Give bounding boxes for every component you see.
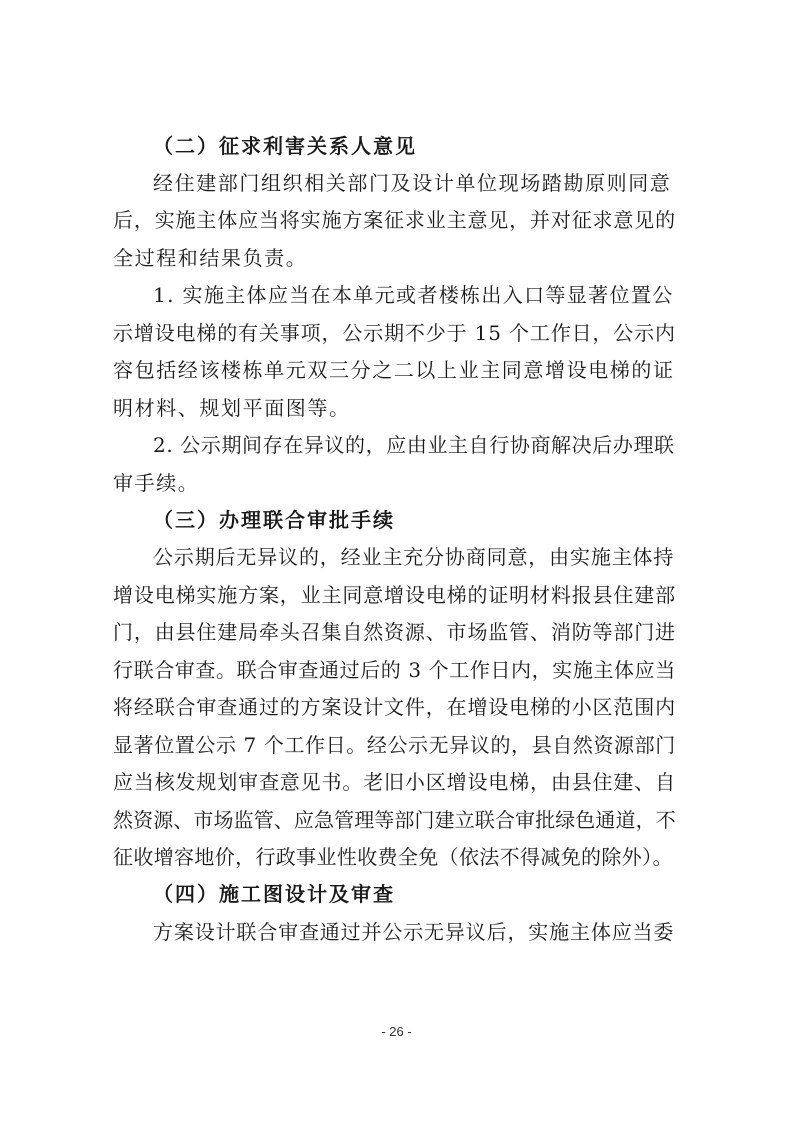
text-line: 容包括经该楼栋单元双三分之二以上业主同意增设电梯的证 bbox=[113, 358, 675, 382]
text-line: 2. 公示期间存在异议的，应由业主自行协商解决后办理联 bbox=[153, 433, 675, 457]
text-line: 1. 实施主体应当在本单元或者楼栋出入口等显著位置公 bbox=[153, 283, 674, 307]
text-line: 应当核发规划审查意见书。老旧小区增设电梯，由县住建、自 bbox=[113, 770, 676, 794]
text-line: 审手续。 bbox=[113, 471, 200, 495]
section-heading-3: （三）办理联合审批手续 bbox=[153, 508, 395, 532]
text-line: 全过程和结果负责。 bbox=[113, 246, 308, 270]
text-line: 经住建部门组织相关部门及设计单位现场踏勘原则同意 bbox=[153, 171, 672, 195]
text-line: 公示期后无异议的，经业主充分协商同意，由实施主体持 bbox=[153, 545, 675, 569]
page-number: - 26 - bbox=[381, 1024, 412, 1039]
text-line: 征收增容地价，行政事业性收费全免（依法不得减免的除外）。 bbox=[113, 845, 673, 869]
text-line: 然资源、市场监管、应急管理等部门建立联合审批绿色通道，不 bbox=[113, 808, 676, 832]
section-heading-4: （四）施工图设计及审查 bbox=[153, 882, 395, 906]
section-heading-2: （二）征求利害关系人意见 bbox=[153, 134, 417, 158]
text-line: 明材料、规划平面图等。 bbox=[113, 396, 351, 420]
text-line: 后，实施主体应当将实施方案征求业主意见，并对征求意见的 bbox=[113, 208, 676, 232]
text-line: 门，由县住建局牵头召集自然资源、市场监管、消防等部门进 bbox=[113, 620, 676, 644]
text-line: 显著位置公示 7 个工作日。经公示无异议的，县自然资源部门 bbox=[113, 733, 676, 757]
text-line: 增设电梯实施方案，业主同意增设电梯的证明材料报县住建部 bbox=[113, 583, 676, 607]
text-line: 行联合审查。联合审查通过后的 3 个工作日内，实施主体应当 bbox=[113, 658, 676, 682]
text-line: 方案设计联合审查通过并公示无异议后，实施主体应当委 bbox=[153, 920, 675, 944]
text-line: 示增设电梯的有关事项，公示期不少于 15 个工作日，公示内 bbox=[113, 321, 676, 345]
text-line: 将经联合审查通过的方案设计文件，在增设电梯的小区范围内 bbox=[113, 695, 676, 719]
